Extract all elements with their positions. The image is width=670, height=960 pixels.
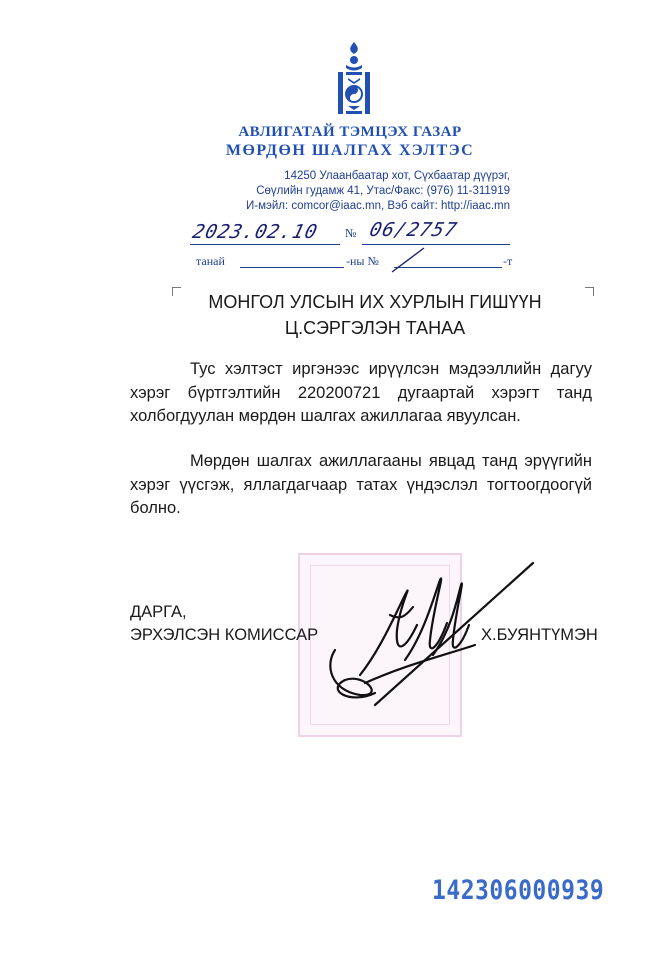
organization-name: АВЛИГАТАЙ ТЭМЦЭХ ГАЗАР [238,124,462,140]
address-line: 14250 Улаанбаатар хот, Сүхбаатар дүүрэг, [284,170,510,182]
signer-title-line-2: ЭРХЭЛСЭН КОМИССАР [130,626,319,644]
soyombo-emblem-icon [334,42,374,122]
tanai-rule [240,267,344,268]
recipient-title: МОНГОЛ УЛСЫН ИХ ХУРЛЫН ГИШҮҮН [208,292,542,312]
reg-number-rule [362,244,510,245]
department-name: МӨРДӨН ШАЛГАХ ХЭЛТЭС [225,142,475,159]
tanai-label: танай [196,254,225,268]
number-label: № [345,226,357,240]
handwritten-date: 2023.02.10 [190,221,321,243]
serial-number: 142306000939 [432,876,605,906]
ny-label: -ны № [346,254,379,268]
contact-line: И-мэйл: comcor@iaac.mn, Вэб сайт: http://iaac.mn [245,200,510,212]
handwritten-signature [305,555,545,725]
recipient-name: Ц.СЭРГЭЛЭН ТАНАА [284,318,466,338]
signer-title-line-1: ДАРГА, [130,603,187,621]
handwritten-reg-number: 06/2757 [367,219,460,241]
body-paragraph-1: Тус хэлтэст иргэнээс ирүүлсэн мэдээллийн дагуу хэрэг бүртгэлтийн 220200721 дугаартай хэрэгт танд холбогдуулан мөрдөн шалгах ажиллагаа явуулсан. [130,360,592,425]
t-label: -т [503,254,513,268]
body-paragraph-2: Мөрдөн шалгах ажиллагааны явцад танд эрүүгийн хэрэг үүсгэж, яллагдагчаар татах үндэслэл тогтоогдоогүй болно. [130,452,592,517]
date-rule [190,244,340,245]
slash-mark [388,246,428,274]
address-phone-line: Сөүлийн гудамж 41, Утас/Факс: (976) 11-311919 [256,185,510,197]
signer-name: Х.БУЯНТҮМЭН [481,626,598,644]
